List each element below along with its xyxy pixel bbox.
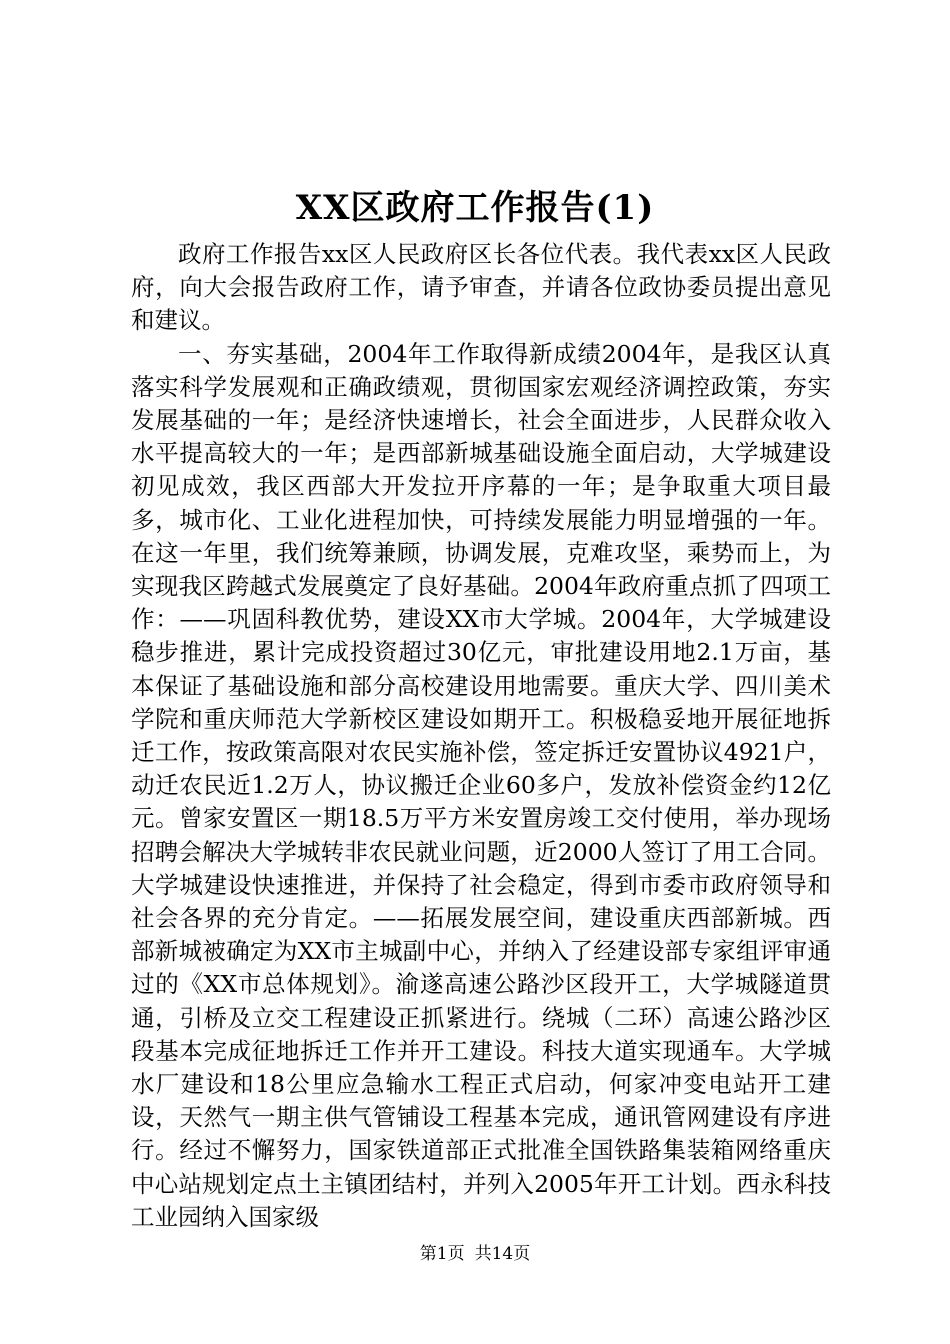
body-paragraph-intro: 政府工作报告xx区人民政府区长各位代表。我代表xx区人民政府，向大会报告政府工作，请予审查，并请各位政协委员提出意见和建议。 bbox=[131, 240, 831, 335]
document-title: XX区政府工作报告(1) bbox=[295, 188, 655, 228]
page-number: 第1页 bbox=[419, 1244, 465, 1264]
page-footer bbox=[0, 1243, 950, 1265]
body-paragraph-section-one: 一、夯实基础，2004年工作取得新成绩2004年，是我区认真落实科学发展观和正确政绩观，贯彻国家宏观经济调控政策，夯实发展基础的一年；是经济快速增长，社会全面进步，人民群众收入水平提高较大的一年；是西部新城基础设施全面启动，大学城建设初见成效，我区西部大开发拉开序幕的一年；是争取重大项目最多，城市化、工业化进程加快，可持续发展能力明显增强的一年。在这一年里，我们统筹兼顾，协调发展，克难攻坚，乘势而上，为实现我区跨越式发展奠定了良好基础。2004年政府重点抓了四项工作：——巩固科教优势，建设XX市大学城。2004年，大学城建设稳步推进，累计完成投资超过30亿元，审批建设用地2.1万亩，基本保证了基础设施和部分高校建设用地需要。重庆大学、四川美术学院和重庆师范大学新校区建设如期开工。积极稳妥地开展征地拆迁工作，按政策高限对农民实施补偿，签定拆迁安置协议4921户，动迁农民近1.2万人，协议搬迁企业60多户，发放补偿资金约12亿元。曾家安置区一期18.5万平方米安置房竣工交付使用，举办现场招聘会解决大学城转非农民就业问题，近2000人签订了用工合同。大学城建设快速推进，并保持了社会稳定，得到市委市政府领导和社会各界的充分肯定。——拓展发展空间，建设重庆西部新城。西部新城被确定为XX市主城副中心，并纳入了经建设部专家组评审通过的《XX市总体规划》。渝遂高速公路沙区段开工，大学城隧道贯通，引桥及立交工程建设正抓紧进行。绕城（二环）高速公路沙区段基本完成征地拆迁工作并开工建设。科技大道实现通车。大学城水厂建设和18公里应急输水工程正式启动，何家冲变电站开工建设，天然气一期主供气管铺设工程基本完成，通讯管网建设有序进行。经过不懈努力，国家铁道部正式批准全国铁路集装箱网络重庆中心站规划定点土主镇团结村，并列入2005年开工计划。西永科技工业园纳入国家级 bbox=[131, 339, 831, 1231]
document-body bbox=[131, 238, 831, 1234]
page-total: 共14页 bbox=[474, 1244, 531, 1264]
